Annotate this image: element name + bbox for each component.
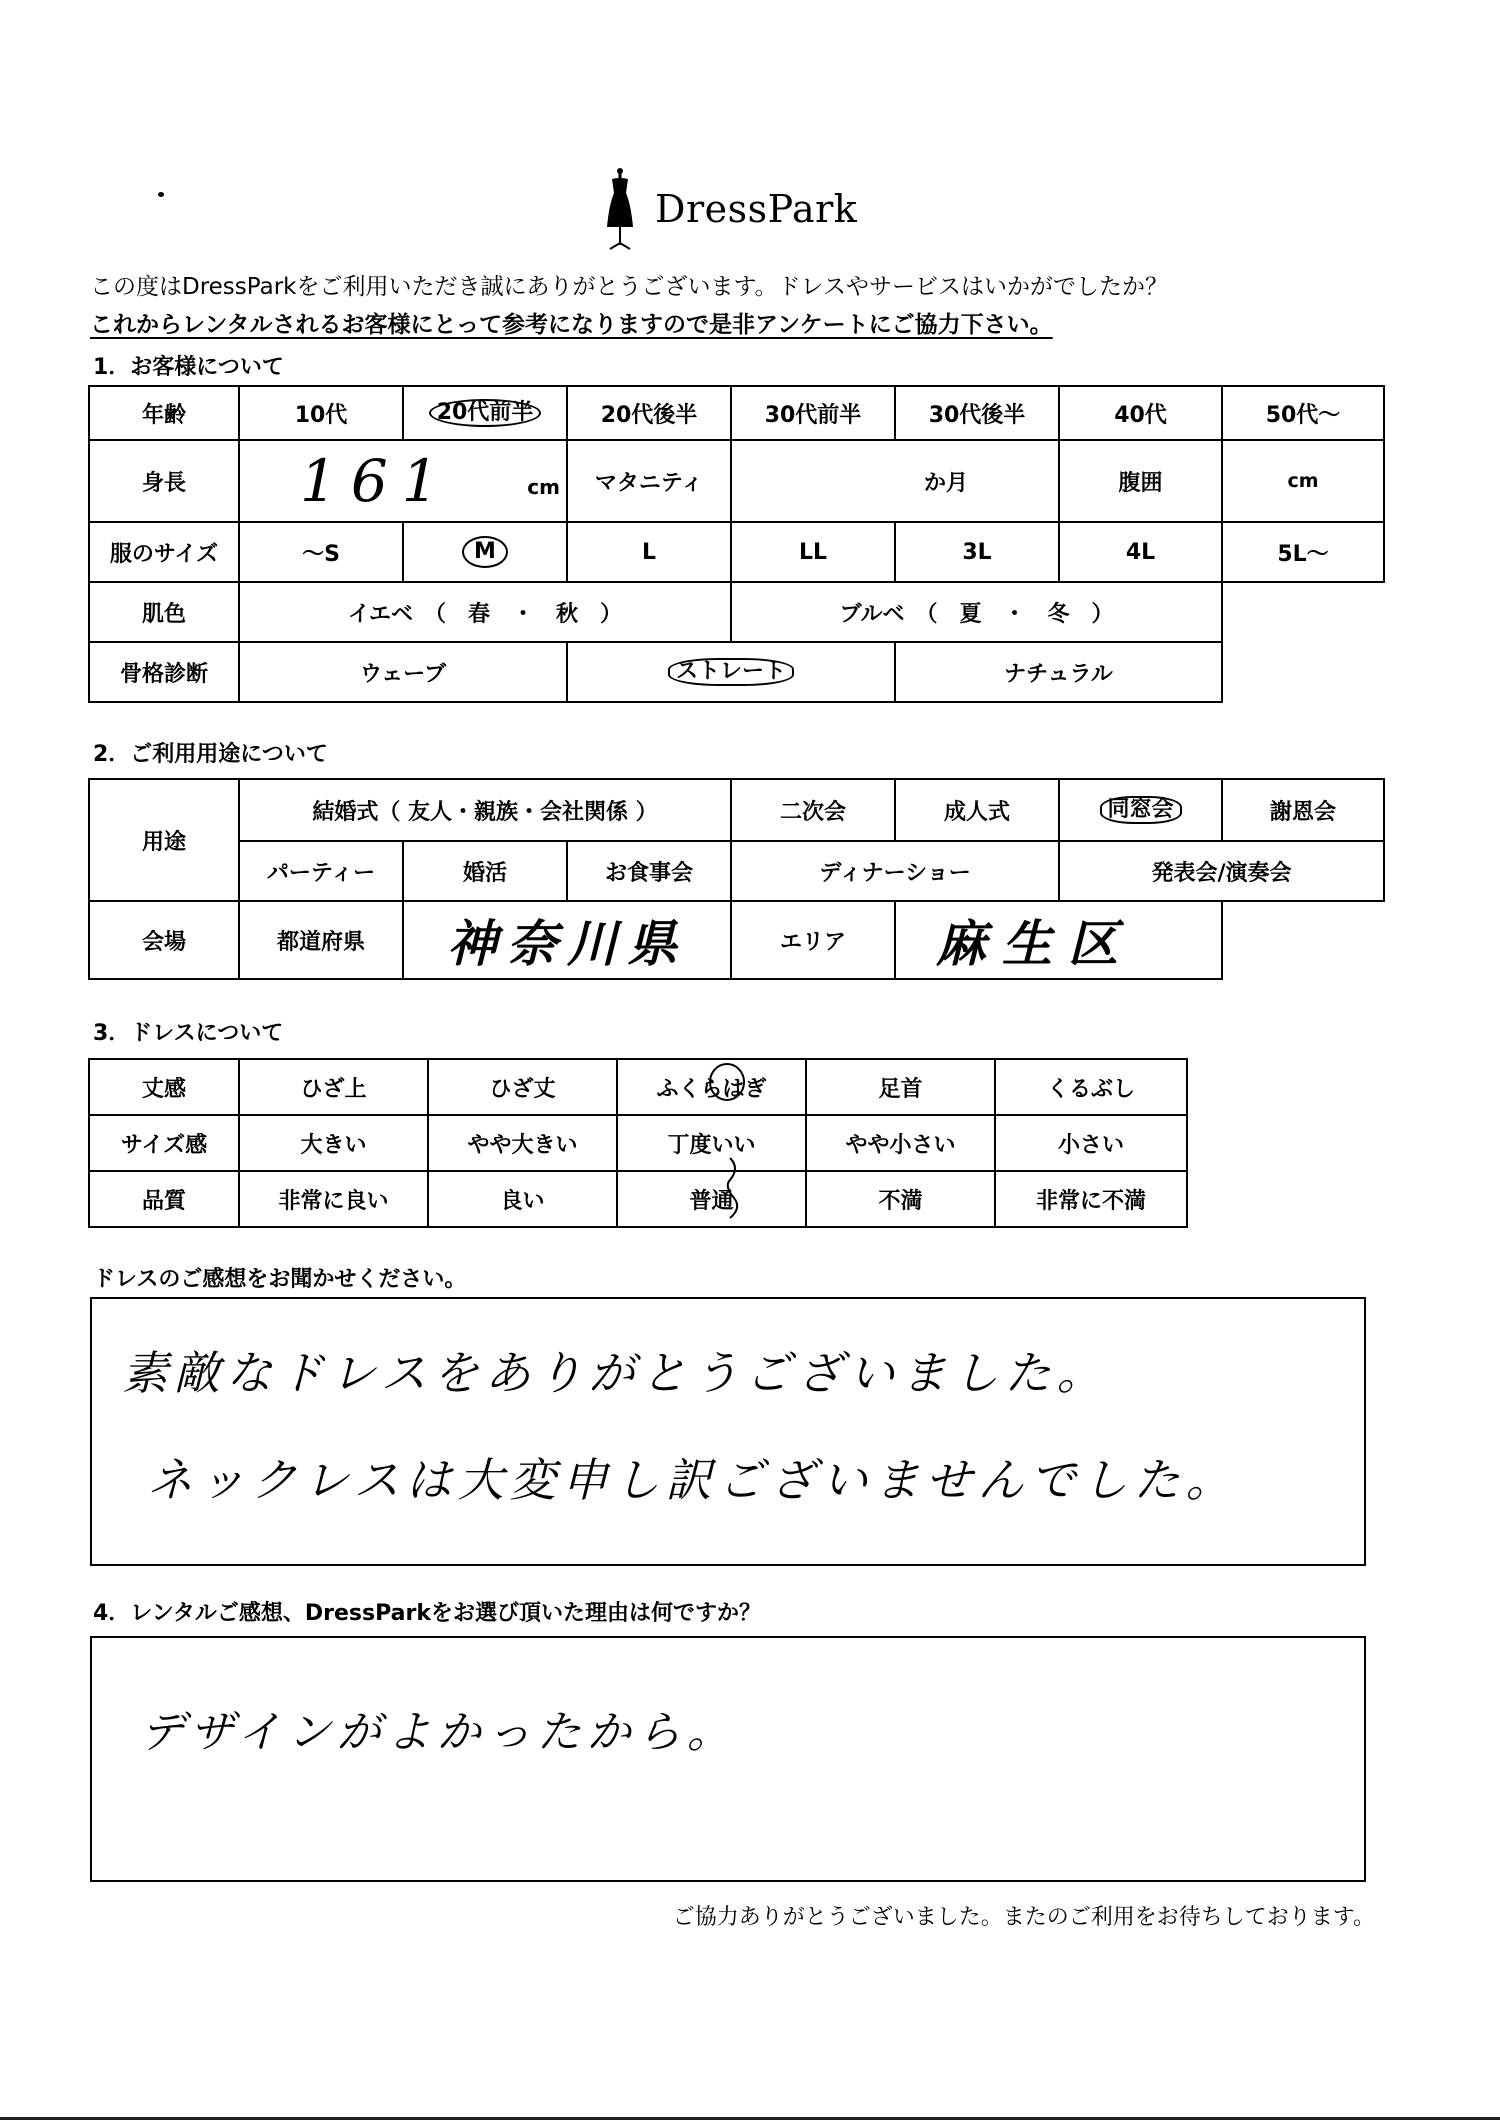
maternity-unit: か月: [923, 470, 968, 496]
venue-label: 会場: [89, 901, 239, 979]
size-option[interactable]: LL: [731, 522, 895, 582]
size-option[interactable]: ～S: [239, 522, 403, 582]
purpose-option[interactable]: 謝恩会: [1222, 779, 1384, 841]
skin-label: 肌色: [89, 582, 239, 642]
size-option[interactable]: L: [567, 522, 731, 582]
size-option-selected[interactable]: [403, 522, 567, 582]
age-option-selected[interactable]: [403, 386, 567, 440]
skin-yellow-option[interactable]: イエベ （ 春 ・ 秋 ）: [239, 582, 731, 642]
section4-title: 4．レンタルご感想、DressParkをお選び頂いた理由は何ですか？: [93, 1601, 761, 1626]
length-option[interactable]: くるぶし: [995, 1059, 1187, 1115]
reason-answer-text: デザインがよかったから。: [140, 1707, 737, 1758]
frame-option-selected[interactable]: [567, 642, 895, 702]
purpose-option[interactable]: 発表会/演奏会: [1059, 841, 1384, 901]
age-option[interactable]: 10代: [239, 386, 403, 440]
size-label: 服のサイズ: [89, 522, 239, 582]
fit-option[interactable]: 大きい: [239, 1115, 428, 1171]
quality-option[interactable]: 良い: [428, 1171, 617, 1227]
section1-title: 1．お客様について: [93, 355, 284, 380]
purpose-option[interactable]: 二次会: [731, 779, 895, 841]
age-option[interactable]: 30代前半: [731, 386, 895, 440]
waist-unit: cm: [1287, 470, 1319, 492]
selection-circle: ストレート: [668, 658, 794, 686]
section3-title: 3．ドレスについて: [93, 1021, 284, 1046]
size-option[interactable]: 4L: [1059, 522, 1222, 582]
comment-line: 素敵なドレスをありがとうございました。: [122, 1346, 1109, 1400]
dress-table: [88, 1058, 1188, 1228]
footer-thanks: ご協力ありがとうございました。またのご利用をお待ちしております。: [672, 1905, 1375, 1930]
selection-circle: 同窓会: [1100, 796, 1182, 824]
selection-circle: 20代前半: [429, 399, 542, 427]
selected-option-text: 丁度いい: [667, 1132, 756, 1158]
length-option[interactable]: ひざ上: [239, 1059, 428, 1115]
age-option[interactable]: 20代後半: [567, 386, 731, 440]
quality-option[interactable]: 不満: [806, 1171, 995, 1227]
height-label: 身長: [89, 440, 239, 522]
fit-label: サイズ感: [89, 1115, 239, 1171]
reason-answer-box[interactable]: [90, 1636, 1366, 1882]
intro-request: これからレンタルされるお客様にとって参考になりますので是非アンケートにご協力下さい。: [90, 312, 1053, 338]
fit-option[interactable]: やや小さい: [806, 1115, 995, 1171]
purpose-option[interactable]: お食事会: [567, 841, 731, 901]
selection-circle: M: [462, 536, 508, 568]
dress-form-icon: [600, 165, 640, 255]
length-option[interactable]: ひざ丈: [428, 1059, 617, 1115]
maternity-label: マタニティ: [567, 440, 731, 522]
selected-option-text: 普通: [689, 1188, 734, 1214]
area-label: エリア: [731, 901, 895, 979]
waist-label: 腹囲: [1059, 440, 1222, 522]
length-label: 丈感: [89, 1059, 239, 1115]
intro-text: この度はDressParkをご利用いただき誠にありがとうございます。ドレスやサービスはいかがでしたか？: [90, 274, 1168, 300]
scan-edge-line: [0, 2117, 1500, 2120]
purpose-option[interactable]: パーティー: [239, 841, 403, 901]
purpose-option[interactable]: ディナーショー: [731, 841, 1059, 901]
fit-option[interactable]: 小さい: [995, 1115, 1187, 1171]
size-option[interactable]: 5L～: [1222, 522, 1384, 582]
wedding-option[interactable]: 結婚式（ 友人・親族・会社関係 ）: [239, 779, 731, 841]
quality-option[interactable]: 非常に良い: [239, 1171, 428, 1227]
quality-label: 品質: [89, 1171, 239, 1227]
age-option[interactable]: 30代後半: [895, 386, 1059, 440]
prefecture-label: 都道府県: [239, 901, 403, 979]
dresspark-logo: [600, 165, 900, 255]
customer-table: [88, 385, 1385, 703]
logo-text: DressPark: [655, 187, 858, 231]
area-value[interactable]: 麻生区: [895, 901, 1222, 979]
frame-label: 骨格診断: [89, 642, 239, 702]
purpose-label: 用途: [89, 779, 239, 901]
selection-stroke: [690, 1058, 760, 1226]
prefecture-value[interactable]: 神奈川県: [403, 901, 731, 979]
maternity-field[interactable]: [731, 440, 1059, 522]
quality-option[interactable]: 非常に不満: [995, 1171, 1187, 1227]
frame-option[interactable]: ウェーブ: [239, 642, 567, 702]
length-option[interactable]: 足首: [806, 1059, 995, 1115]
purpose-option[interactable]: 成人式: [895, 779, 1059, 841]
selected-option-text: ふくらはぎ: [656, 1076, 767, 1102]
dress-comment-box[interactable]: [90, 1297, 1366, 1566]
purpose-table: [88, 778, 1385, 980]
size-option[interactable]: 3L: [895, 522, 1059, 582]
height-unit: cm: [527, 475, 560, 499]
height-field[interactable]: [239, 440, 567, 522]
age-option[interactable]: 40代: [1059, 386, 1222, 440]
height-value: 161: [300, 447, 453, 515]
fit-option[interactable]: やや大きい: [428, 1115, 617, 1171]
section2-title: 2．ご利用用途について: [93, 742, 328, 767]
age-option[interactable]: 50代～: [1222, 386, 1384, 440]
stray-mark: [158, 192, 164, 197]
waist-field[interactable]: [1222, 440, 1384, 522]
purpose-option-selected[interactable]: [1059, 779, 1222, 841]
purpose-option[interactable]: 婚活: [403, 841, 567, 901]
age-label: 年齢: [89, 386, 239, 440]
skin-blue-option[interactable]: ブルベ （ 夏 ・ 冬 ）: [731, 582, 1222, 642]
comment-prompt: ドレスのご感想をお聞かせください。: [93, 1267, 467, 1292]
comment-line: ネックレスは大変申し訳ございませんでした。: [147, 1453, 1238, 1507]
frame-option[interactable]: ナチュラル: [895, 642, 1222, 702]
